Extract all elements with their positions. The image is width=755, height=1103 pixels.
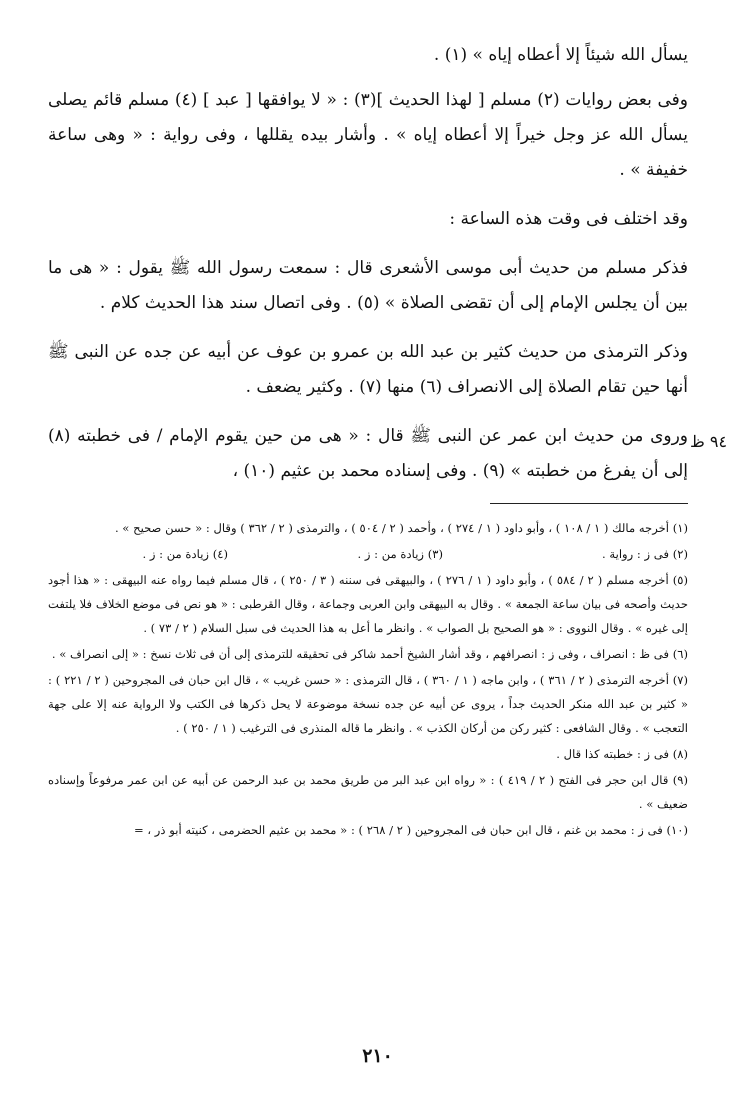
footnote-9: (٩) قال ابن حجر فى الفتح ( ٢ / ٤١٩ ) : « رواه ابن عبد البر من طريق محمد بن عبد الرحمن عن أبيه عن ابن عمر مرفوعاً وإسناده ضعيف » .	[48, 773, 688, 811]
paragraph-3: وقد اختلف فى وقت هذه الساعة :	[449, 209, 688, 229]
footnote-2: (٢) فى ز : رواية .	[602, 547, 688, 561]
footnotes	[48, 516, 688, 842]
main-text	[48, 38, 688, 489]
footnote-5: (٥) أخرجه مسلم ( ٢ / ٥٨٤ ) ، وأبو داود ( ١ / ٢٧٦ ) ، والبيهقى فى سننه ( ٣ / ٢٥٠ ) ، قال مسلم فيما رواه عنه البيهقى : « هذا أجود حديث وأصحه فى بيان ساعة الجمعة » . وقال به البيهقى وابن العربى وجماعة ، وقال القرطبى : « هو نص فى موضع الخلاف فلا يلتفت إلى غيره » . وقال النووى : « هو الصحيح بل الصواب » . وانظر ما أعل به هذا الحديث فى سبل السلام ( ٢ / ٧٣ ) .	[48, 573, 689, 635]
footnote-row-2-4	[48, 542, 688, 566]
paragraph-2: وفى بعض روايات (٢) مسلم [ لهذا الحديث ](٣) : « لا يوافقها [ عبد ] (٤) مسلم قائم يصلى يسأل الله عز وجل خيراً إلا أعطاه إياه » . وأشار بيده يقللها ، وفى رواية : « وهى ساعة خفيفة » .	[48, 90, 689, 180]
page-content	[48, 38, 688, 844]
manuscript-folio-marker: ٩٤ ظ	[690, 432, 728, 451]
page-number: ٢١٠	[362, 1045, 393, 1067]
footnote-8: (٨) فى ز : خطبته كذا قال .	[556, 747, 688, 761]
paragraph-5: وذكر الترمذى من حديث كثير بن عبد الله بن عمرو بن عوف عن أبيه عن جده عن النبى ﷺ أنها حين تقام الصلاة إلى الانصراف (٦) منها (٧) . وكثير يضعف .	[48, 342, 688, 397]
footnote-10: (١٠) فى ز : محمد بن غنم ، قال ابن حبان فى المجروحين ( ٢ / ٢٦٨ ) : « محمد بن عثيم الحضرمى ، كنيته أبو ذر ، =	[133, 823, 688, 837]
footnote-1: (١) أخرجه مالك ( ١ / ١٠٨ ) ، وأبو داود ( ١ / ٢٧٤ ) ، وأحمد ( ٢ / ٥٠٤ ) ، والترمذى ( ٢ / ٣٦٢ ) وقال : « حسن صحيح » .	[114, 521, 688, 535]
paragraph-1: يسأل الله شيئاً إلا أعطاه إياه » (١) .	[433, 45, 688, 65]
paragraph-4: فذكر مسلم من حديث أبى موسى الأشعرى قال : سمعت رسول الله ﷺ يقول : « هى ما بين أن يجلس الإمام إلى أن تقضى الصلاة » (٥) . وفى اتصال سند هذا الحديث كلام .	[48, 258, 688, 313]
footnote-4: (٤) زيادة من : ز .	[142, 547, 228, 561]
paragraph-6: وروى من حديث ابن عمر عن النبى ﷺ قال : « هى من حين يقوم الإمام / فى خطبته (٨) إلى أن يفرغ من خطبته » (٩) . وفى إسناده محمد بن عثيم (١٠) ،	[48, 426, 688, 481]
footnote-3: (٣) زيادة من : ز .	[357, 547, 443, 561]
footnote-7: (٧) أخرجه الترمذى ( ٢ / ٣٦١ ) ، وابن ماجه ( ١ / ٣٦٠ ) ، قال الترمذى : « حسن غريب » ، قال ابن حبان فى المجروحين ( ٢ / ٢٢١ ) : « كثير بن عبد الله منكر الحديث جداً ، يروى عن أبيه عن جده نسخة موضوعة لا يحل ذكرها فى الكتب ولا الرواية عنه إلا على جهة التعجب » . وقال الشافعى : كثير ركن من أركان الكذب » . وانظر ما قاله المنذرى فى الترغيب ( ١ / ٢٥٠ ) .	[48, 673, 689, 735]
footnote-6: (٦) فى ظ : انصراف ، وفى ز : انصرافهم ، وقد أشار الشيخ أحمد شاكر فى تحقيقه للترمذى إلى أن فى ثلاث نسخ : « إلى انصراف » .	[51, 647, 688, 661]
footnote-divider	[490, 503, 688, 504]
